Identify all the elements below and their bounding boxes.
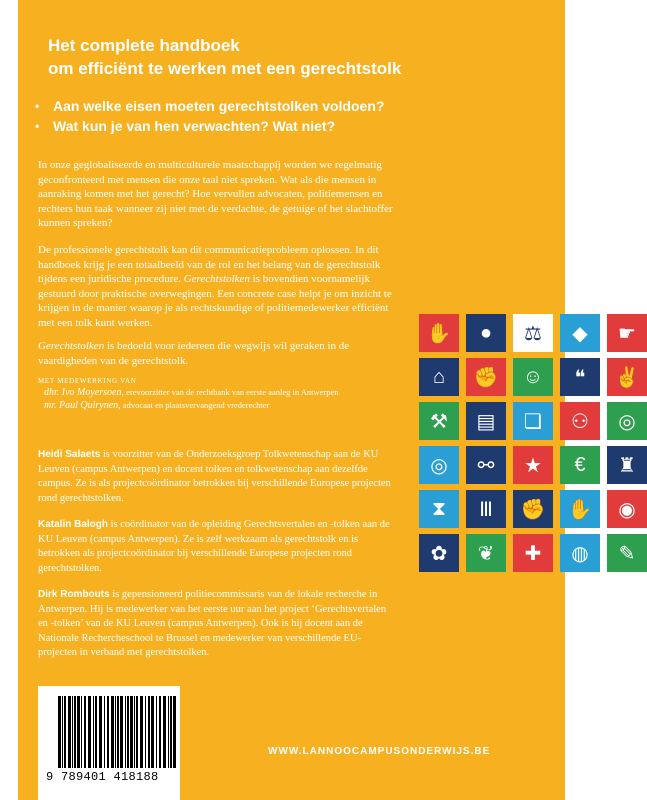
globe-icon: ◍ (560, 534, 600, 572)
author-bio: Dirk Rombouts is gepensioneerd politiecommissaris van de lokale recherche in Antwerpen. Hij is medewerker van het eerste uur aan het project ‘Gerechtsvertalen en -tolken’ van de KU Leuven (campus Antwerpen). Ook is hij docent aan de Nationale Rechercheschool te Brussel en medewerker van verschillende EU-projecten in verband met gerechtstolken. (38, 589, 387, 658)
barcode-bar (93, 696, 94, 768)
pointing-hand-icon: ☛ (607, 314, 647, 352)
barcode-bar (99, 696, 102, 768)
barcode-bar (117, 696, 119, 768)
barcode-bar (74, 696, 76, 768)
icon-tile-grid (419, 314, 647, 572)
barcode-bars (58, 696, 176, 768)
barcode-bar (130, 696, 133, 768)
handshake-icon: ✊ (466, 358, 506, 396)
handshake-icon: ✊ (513, 490, 553, 528)
scales-icon: ⚖ (513, 314, 553, 352)
question-bullets (35, 96, 384, 136)
barcode-bar (159, 696, 161, 768)
people-icon: ⚇ (560, 402, 600, 440)
fingerprint-icon: ◎ (607, 402, 647, 440)
title-line-2: om efficiënt te werken met een gerechtstolk (48, 59, 402, 78)
speech-bubble-icon: ❝ (560, 358, 600, 396)
cover-title (48, 34, 401, 80)
barcode-bar (168, 696, 169, 768)
bullet-dot-icon: • (35, 99, 40, 113)
hand-icon: ✋ (419, 314, 459, 352)
barcode-bar (77, 696, 80, 768)
barcode-bar (156, 696, 157, 768)
barcode-bar (81, 696, 82, 768)
barcode-bar (125, 696, 126, 768)
gesture-icon: ✌ (607, 358, 647, 396)
police-icon: ♜ (607, 446, 647, 484)
collaboration-block (38, 376, 398, 412)
website-url: WWW.LANNOOCAMPUSONDERWIJS.BE (268, 746, 491, 757)
barcode-bar (151, 696, 154, 768)
hand-icon: ✋ (560, 490, 600, 528)
money-icon: € (560, 446, 600, 484)
collaborator-line: mr. Paul Quirynen, advocaat en plaatsvervangend vrederechter (44, 400, 270, 411)
barcode-bar (127, 696, 129, 768)
book-title-italic: Gerechtstolken (183, 273, 250, 285)
badge-icon: ★ (513, 446, 553, 484)
collaboration-heading: MET MEDEWERKING VAN (38, 377, 137, 385)
barcode-bar (136, 696, 138, 768)
author-name: Dirk Rombouts (38, 589, 110, 600)
barcode-bar (115, 696, 116, 768)
barcode-bar (148, 696, 150, 768)
bullet-dot-icon: • (35, 119, 40, 133)
barcode-bar (104, 696, 105, 768)
barcode-bar (64, 696, 66, 768)
description-paragraph: De professionele gerechtstolk kan dit communicatieprobleem oplossen. In dit handboek krijg je een totaalbeeld van de rol en het belang van de gerechtstolk tijdens een juridische procedure. Gerechtstolken is bovendien voornamelijk gestuurd door praktische overwegingen. Een concrete case helpt je om inzicht te krijgen in de manier waarop je als rechtskundige of politiemedewerker efficiënt met een tolk kunt werken. (38, 244, 392, 329)
barcode-bar (111, 696, 114, 768)
book-title-italic: Gerechtstolken (38, 340, 105, 352)
barcode-bar (72, 696, 73, 768)
fingerprint-icon: ◎ (419, 446, 459, 484)
pen-icon: ✎ (607, 534, 647, 572)
document-icon: ▤ (466, 402, 506, 440)
tie-icon: ⧗ (419, 490, 459, 528)
brain-icon: ✿ (419, 534, 459, 572)
barcode-bar (140, 696, 143, 768)
barcode (38, 686, 180, 800)
bullet-item: • Aan welke eisen moeten gerechtstolken voldoen? (35, 98, 385, 114)
isbn-digits: 9 789401 418188 (46, 770, 159, 784)
barcode-bar (62, 696, 63, 768)
courthouse-icon: ⌂ (419, 358, 459, 396)
barcode-bar (88, 696, 91, 768)
title-line-1: Het complete handboek (48, 36, 240, 55)
author-bio: Heidi Salaets is voorzitter van de Onderzoeksgroep Tolkwetenschap aan de KU Leuven (campus Antwerpen) en docent tolken en tolkwetenschap aan dezelfde campus. Ze is als projectcoördinator betrokken bij verschillende Europese projecten rond gerechtstolken. (38, 449, 391, 504)
leaf-icon: ❦ (466, 534, 506, 572)
barcode-bar (145, 696, 146, 768)
audience-paragraph: Gerechtstolken is bedoeld voor iedereen die wegwijs wil geraken in de vaardigheden van de gerechtstolk. (38, 340, 350, 367)
barcode-bar (134, 696, 135, 768)
barcode-bar (173, 696, 176, 768)
book-icon: ❏ (513, 402, 553, 440)
handcuffs-icon: ⚯ (466, 446, 506, 484)
author-bio: Katalin Balogh is coördinator van de opleiding Gerechtsvertalen en -tolken aan de KU Leuven (campus Antwerpen). Ze is zelf werkzaam als gerechtstolk en is betrokken als projectcoördinator bij verschillende Europese projecten rond gerechtstolken. (38, 519, 390, 574)
barcode-bar (68, 696, 71, 768)
face-icon: ☺ (513, 358, 553, 396)
shield-icon: ◆ (560, 314, 600, 352)
barcode-bar (84, 696, 86, 768)
barcode-bar (120, 696, 123, 768)
barcode-bar (170, 696, 172, 768)
barcode-bar (58, 696, 61, 768)
collaborator-line: dhr. Ivo Moyersoen, erevoorzitter van de rechtbank van eerste aanleg in Antwerpen (44, 387, 339, 398)
author-name: Heidi Salaets (38, 449, 101, 460)
target-icon: ◉ (607, 490, 647, 528)
barcode-bar (163, 696, 166, 768)
barcode-bar (95, 696, 97, 768)
pillar-icon: Ⅲ (466, 490, 506, 528)
intro-paragraph: In onze geglobaliseerde en multiculturele maatschappij worden we regelmatig geconfronteerd met mensen die onze taal niet spreken. Wat als die mensen in aanraking komen met het gerecht? Hoe vervullen advocaten, politiemensen en rechters hun taak wanneer zij niet met de verdachte, de getuige of het slachtoffer kunnen spreken? (38, 159, 393, 229)
bullet-item: • Wat kun je van hen verwachten? Wat niet? (35, 118, 336, 134)
barcode-bar (107, 696, 109, 768)
puzzle-icon: ✚ (513, 534, 553, 572)
profile-head-icon: ● (466, 314, 506, 352)
author-name: Katalin Balogh (38, 519, 109, 530)
gavel-icon: ⚒ (419, 402, 459, 440)
